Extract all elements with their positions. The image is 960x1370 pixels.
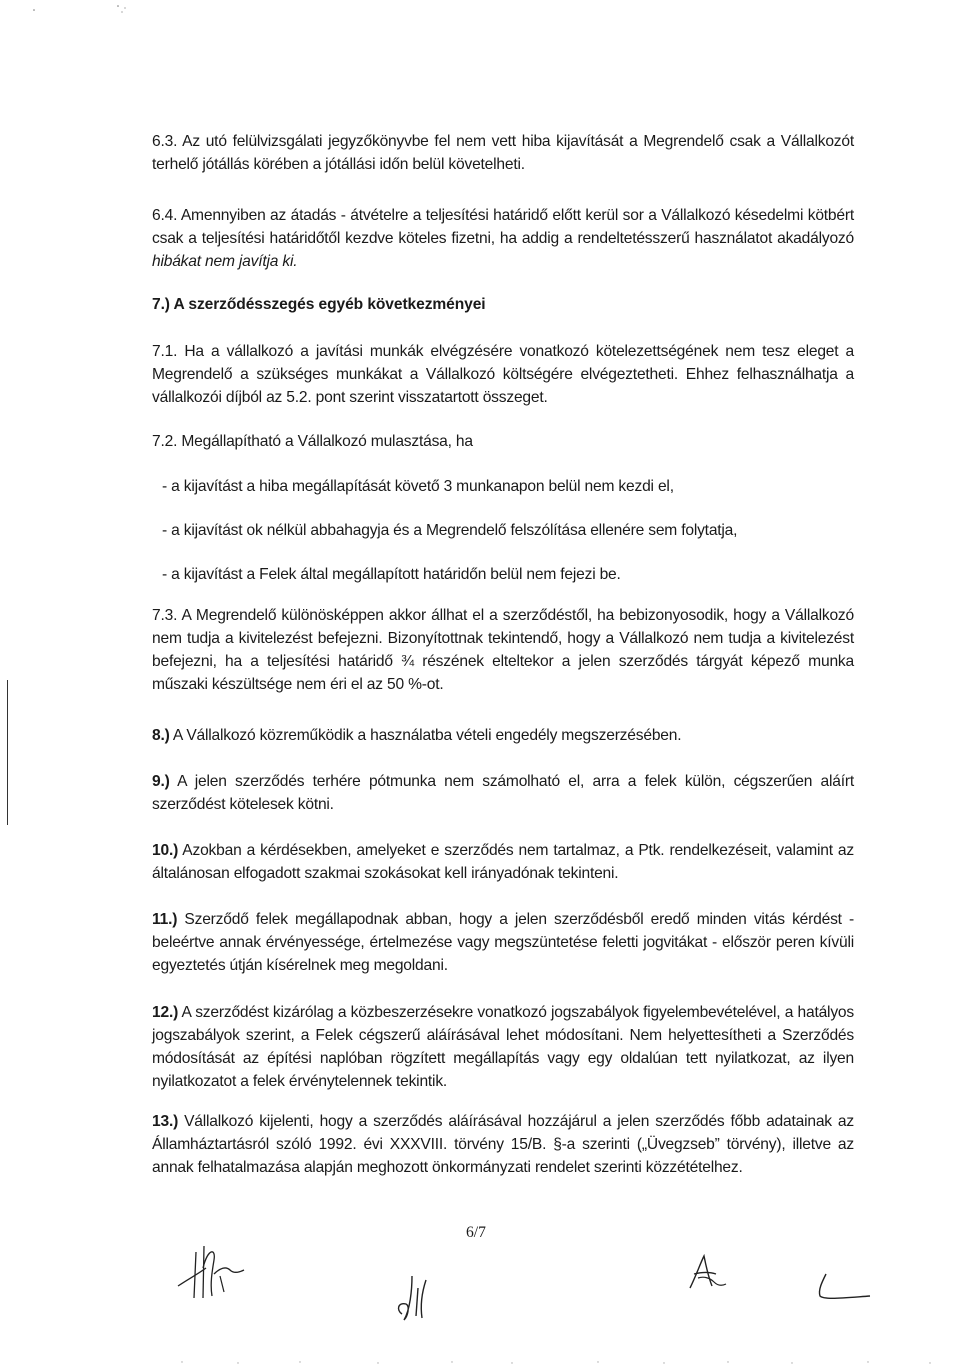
paragraph-13-text: Vállalkozó kijelenti, hogy a szerződés aláírásával hozzájárul a jelen szerződés főbb adatainak az Államháztartásról szóló 1992. évi XXXVIII. törvény 15/B. §-a szerinti („Üvegzseb” törvény), illetve az annak felhatalmazása alapján meghozott önkormányzati rendelet szerinti közzétételhez. (152, 1113, 854, 1176)
paragraph-7-1: 7.1. Ha a vállalkozó a javítási munkák elvégzésére vonatkozó kötelezettségének nem tesz eleget a Megrendelő a szükséges munkákat a Vállalkozó költségére elvégeztetheti. Ehhez felhasználhatja a vállalkozói díjból az 5.2. pont szerint visszatartott összeget. (152, 343, 854, 406)
paragraph-9-text: A jelen szerződés terhére pótmunka nem számolható el, arra a felek külön, cégszerűen aláírt szerződést kötelesek kötni. (152, 773, 854, 813)
paragraph-8-number: 8.) (152, 727, 170, 744)
list-item-1: - a kijavítást a hiba megállapítását követő 3 munkanapon belül nem kezdi el, (162, 478, 674, 495)
paragraph-10-text: Azokban a kérdésekben, amelyeket e szerződés nem tartalmaz, a Ptk. rendelkezéseit, valamint az általánosan elfogadott szakmai szokásokat kell irányadónak tekinteni. (152, 842, 854, 882)
paragraph-8 (152, 724, 854, 747)
page-number: 6/7 (466, 1224, 486, 1241)
signature-4 (812, 1268, 874, 1304)
scan-dots-bottom (0, 1356, 960, 1370)
paragraph-10 (152, 839, 854, 885)
paragraph-10-number: 10.) (152, 842, 179, 859)
paragraph-11 (152, 908, 854, 977)
paragraph-9-number: 9.) (152, 773, 170, 790)
scan-edge-line (7, 680, 8, 825)
paragraph-11-number: 11.) (152, 911, 178, 928)
list-item-3: - a kijavítást a Felek által megállapított határidőn belül nem fejezi be. (162, 566, 621, 583)
paragraph-9 (152, 770, 854, 816)
paragraph-12-text: A szerződést kizárólag a közbeszerzésekre vonatkozó jogszabályok figyelembevételével, a hatályos jogszabályok szerint, a Felek cégszerű aláírásával lehet módosítani. Nem helyettesítheti a Szerződés módosítását az építési naplóban rögzített megállapítás vagy egy oldalúan tett nyilatkozat, az ilyen nyilatkozatot a felek érvénytelennek tekintik. (152, 1004, 854, 1090)
scan-speck (30, 2, 130, 22)
paragraph-7-2: 7.2. Megállapítható a Vállalkozó mulasztása, ha (152, 433, 473, 450)
paragraph-7-3: 7.3. A Megrendelő különösképpen akkor állhat el a szerződéstől, ha bebizonyosodik, hogy a Vállalkozó nem tudja a kivitelezést befejezni. Bizonyítottnak tekintendő, hogy a Vállalkozó nem tudja a kivitelezést befejezni, ha a teljesítési határidő ¾ részének elteltekor a jelen szerződés tárgyát képező munka műszaki készültsége nem éri el az 50 %-ot. (152, 607, 854, 693)
paragraph-13-number: 13.) (152, 1113, 179, 1130)
signature-2 (392, 1270, 442, 1330)
paragraph-6-4 (152, 204, 854, 273)
paragraph-12-number: 12.) (152, 1004, 179, 1021)
paragraph-11-text: Szerződő felek megállapodnak abban, hogy a jelen szerződésből eredő minden vitás kérdést - beleértve annak érvényessége, értelmezése vagy megszüntetése feletti jogvitákat - először peren kívüli egyeztetés útján kísérelnek meg megoldani. (152, 911, 854, 974)
paragraph-6-4-italic: hibákat nem javítja ki. (152, 253, 298, 270)
paragraph-13 (152, 1110, 854, 1179)
list-item-2: - a kijavítást ok nélkül abbahagyja és a Megrendelő felszólítása ellenére sem folytatja, (162, 522, 738, 539)
paragraph-6-3: 6.3. Az utó felülvizsgálati jegyzőkönyvbe fel nem vett hiba kijavítását a Megrendelő csak a Vállalkozót terhelő jótállás körében a jótállási időn belül követelheti. (152, 133, 854, 173)
signature-1 (170, 1238, 260, 1308)
signature-3 (684, 1250, 730, 1296)
paragraph-12 (152, 1001, 854, 1093)
paragraph-6-4-text: 6.4. Amennyiben az átadás - átvételre a teljesítési határidő előtt kerül sor a Vállalkozó késedelmi kötbért csak a teljesítési határidőtől kezdve köteles fizetni, ha addig a rendeltetésszerű használatot akadályozó (152, 207, 854, 247)
section-7-heading: 7.) A szerződésszegés egyéb következményei (152, 296, 486, 313)
paragraph-8-text: A Vállalkozó közreműködik a használatba vételi engedély megszerzésében. (169, 727, 682, 744)
